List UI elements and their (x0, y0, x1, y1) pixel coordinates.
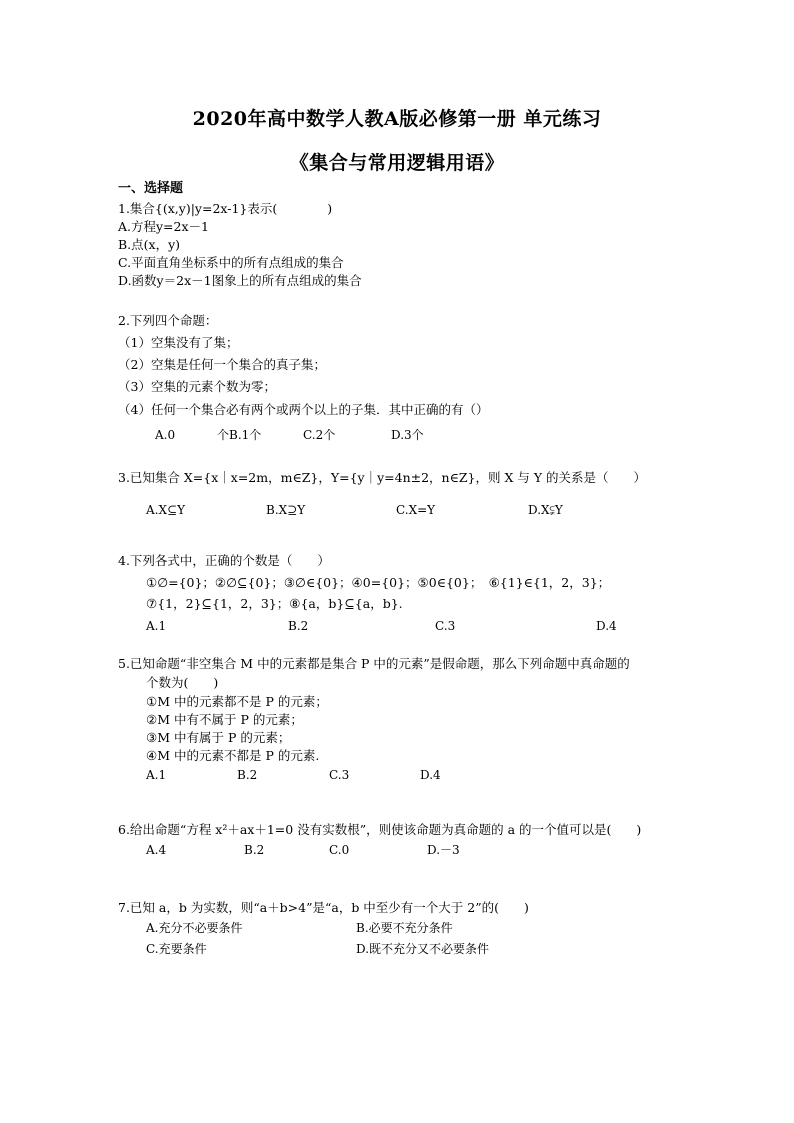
q4-option-b: B.2 (288, 619, 309, 633)
q5-stem-continued: 个数为( ) (146, 675, 219, 690)
q2-statement-3: （3）空集的元素个数为零； (118, 379, 276, 394)
q2-option-b: 个B.1个 (217, 428, 262, 442)
document-subtitle: 《集合与常用逻辑用语》 (289, 152, 505, 174)
q5-item-1: ①M 中的元素都不是 P 的元素； (146, 694, 328, 709)
q2-option-c: C.2个 (303, 428, 336, 442)
q4-option-a: A.1 (146, 619, 167, 633)
q6-option-a: A.4 (146, 843, 167, 857)
q7-option-b: B.必要不充分条件 (356, 921, 453, 935)
q1-option-a: A.方程y=2x－1 (118, 219, 209, 234)
q7-option-d: D.既不充分又不必要条件 (356, 942, 490, 956)
q7-stem: 7.已知 a，b 为实数，则“a＋b>4”是“a，b 中至少有一个大于 2”的( ) (118, 900, 529, 915)
q1-option-d: D.函数y＝2x－1图象上的所有点组成的集合 (118, 273, 362, 288)
q3-stem: 3.已知集合 X={x｜x=2m，m∈Z}，Y={y｜y=4n±2，n∈Z}，则 X 与 Y 的关系是（ ） (118, 470, 647, 485)
q5-option-d: D.4 (420, 768, 441, 782)
q2-statement-1: （1）空集没有了集； (118, 335, 239, 350)
q2-option-a: A.0 (155, 428, 176, 442)
q7-option-a: A.充分不必要条件 (146, 921, 243, 935)
q1-option-c: C.平面直角坐标系中的所有点组成的集合 (118, 255, 344, 270)
q4-items-line-1: ①∅={0}；②∅⊆{0}；③∅∈{0}；④0={0}；⑤0∈{0}； ⑥{1}∈{1，2，3}； (146, 575, 611, 590)
q5-item-2: ②M 中有不属于 P 的元素； (146, 712, 303, 727)
q3-option-d: D.X⫋Y (528, 503, 563, 517)
q5-stem: 5.已知命题“非空集合 M 中的元素都是集合 P 中的元素”是假命题，那么下列命题中真命题的 (118, 656, 630, 671)
q5-option-a: A.1 (146, 768, 167, 782)
q5-item-4: ④M 中的元素不都是 P 的元素. (146, 748, 320, 763)
q5-option-c: C.3 (329, 768, 350, 782)
q6-option-c: C.0 (329, 843, 350, 857)
q7-option-c: C.充要条件 (146, 942, 207, 956)
q6-option-b: B.2 (244, 843, 265, 857)
q6-stem: 6.给出命题“方程 x²＋ax＋1=0 没有实数根”，则使该命题为真命题的 a 的一个值可以是( ) (118, 822, 642, 837)
q5-item-3: ③M 中有属于 P 的元素； (146, 730, 291, 745)
q3-option-b: B.X⊇Y (266, 503, 306, 517)
q4-stem: 4.下列各式中，正确的个数是（ ） (118, 553, 330, 568)
q4-option-d: D.4 (596, 619, 617, 633)
q2-statement-4: （4）任何一个集合必有两个或两个以上的子集．其中正确的有（） (118, 402, 489, 417)
section-heading: 一、选择题 (118, 181, 184, 196)
q4-option-c: C.3 (435, 619, 456, 633)
q2-option-d: D.3个 (391, 428, 424, 442)
q3-option-c: C.X=Y (396, 503, 436, 517)
q2-stem: 2.下列四个命题： (118, 313, 218, 328)
q1-stem: 1.集合{(x,y)|y=2x-1}表示( ) (118, 201, 333, 216)
q6-option-d: D.－3 (427, 843, 460, 857)
q1-option-b: B.点(x，y) (118, 237, 181, 252)
document-title: 2020年高中数学人教A版必修第一册 单元练习 (192, 108, 602, 130)
q4-items-line-2: ⑦{1，2}⊆{1，2，3}；⑧{a，b}⊆{a，b}. (146, 596, 403, 611)
q5-option-b: B.2 (237, 768, 258, 782)
q3-option-a: A.X⊆Y (146, 503, 185, 517)
q2-statement-2: （2）空集是任何一个集合的真子集； (118, 357, 326, 372)
